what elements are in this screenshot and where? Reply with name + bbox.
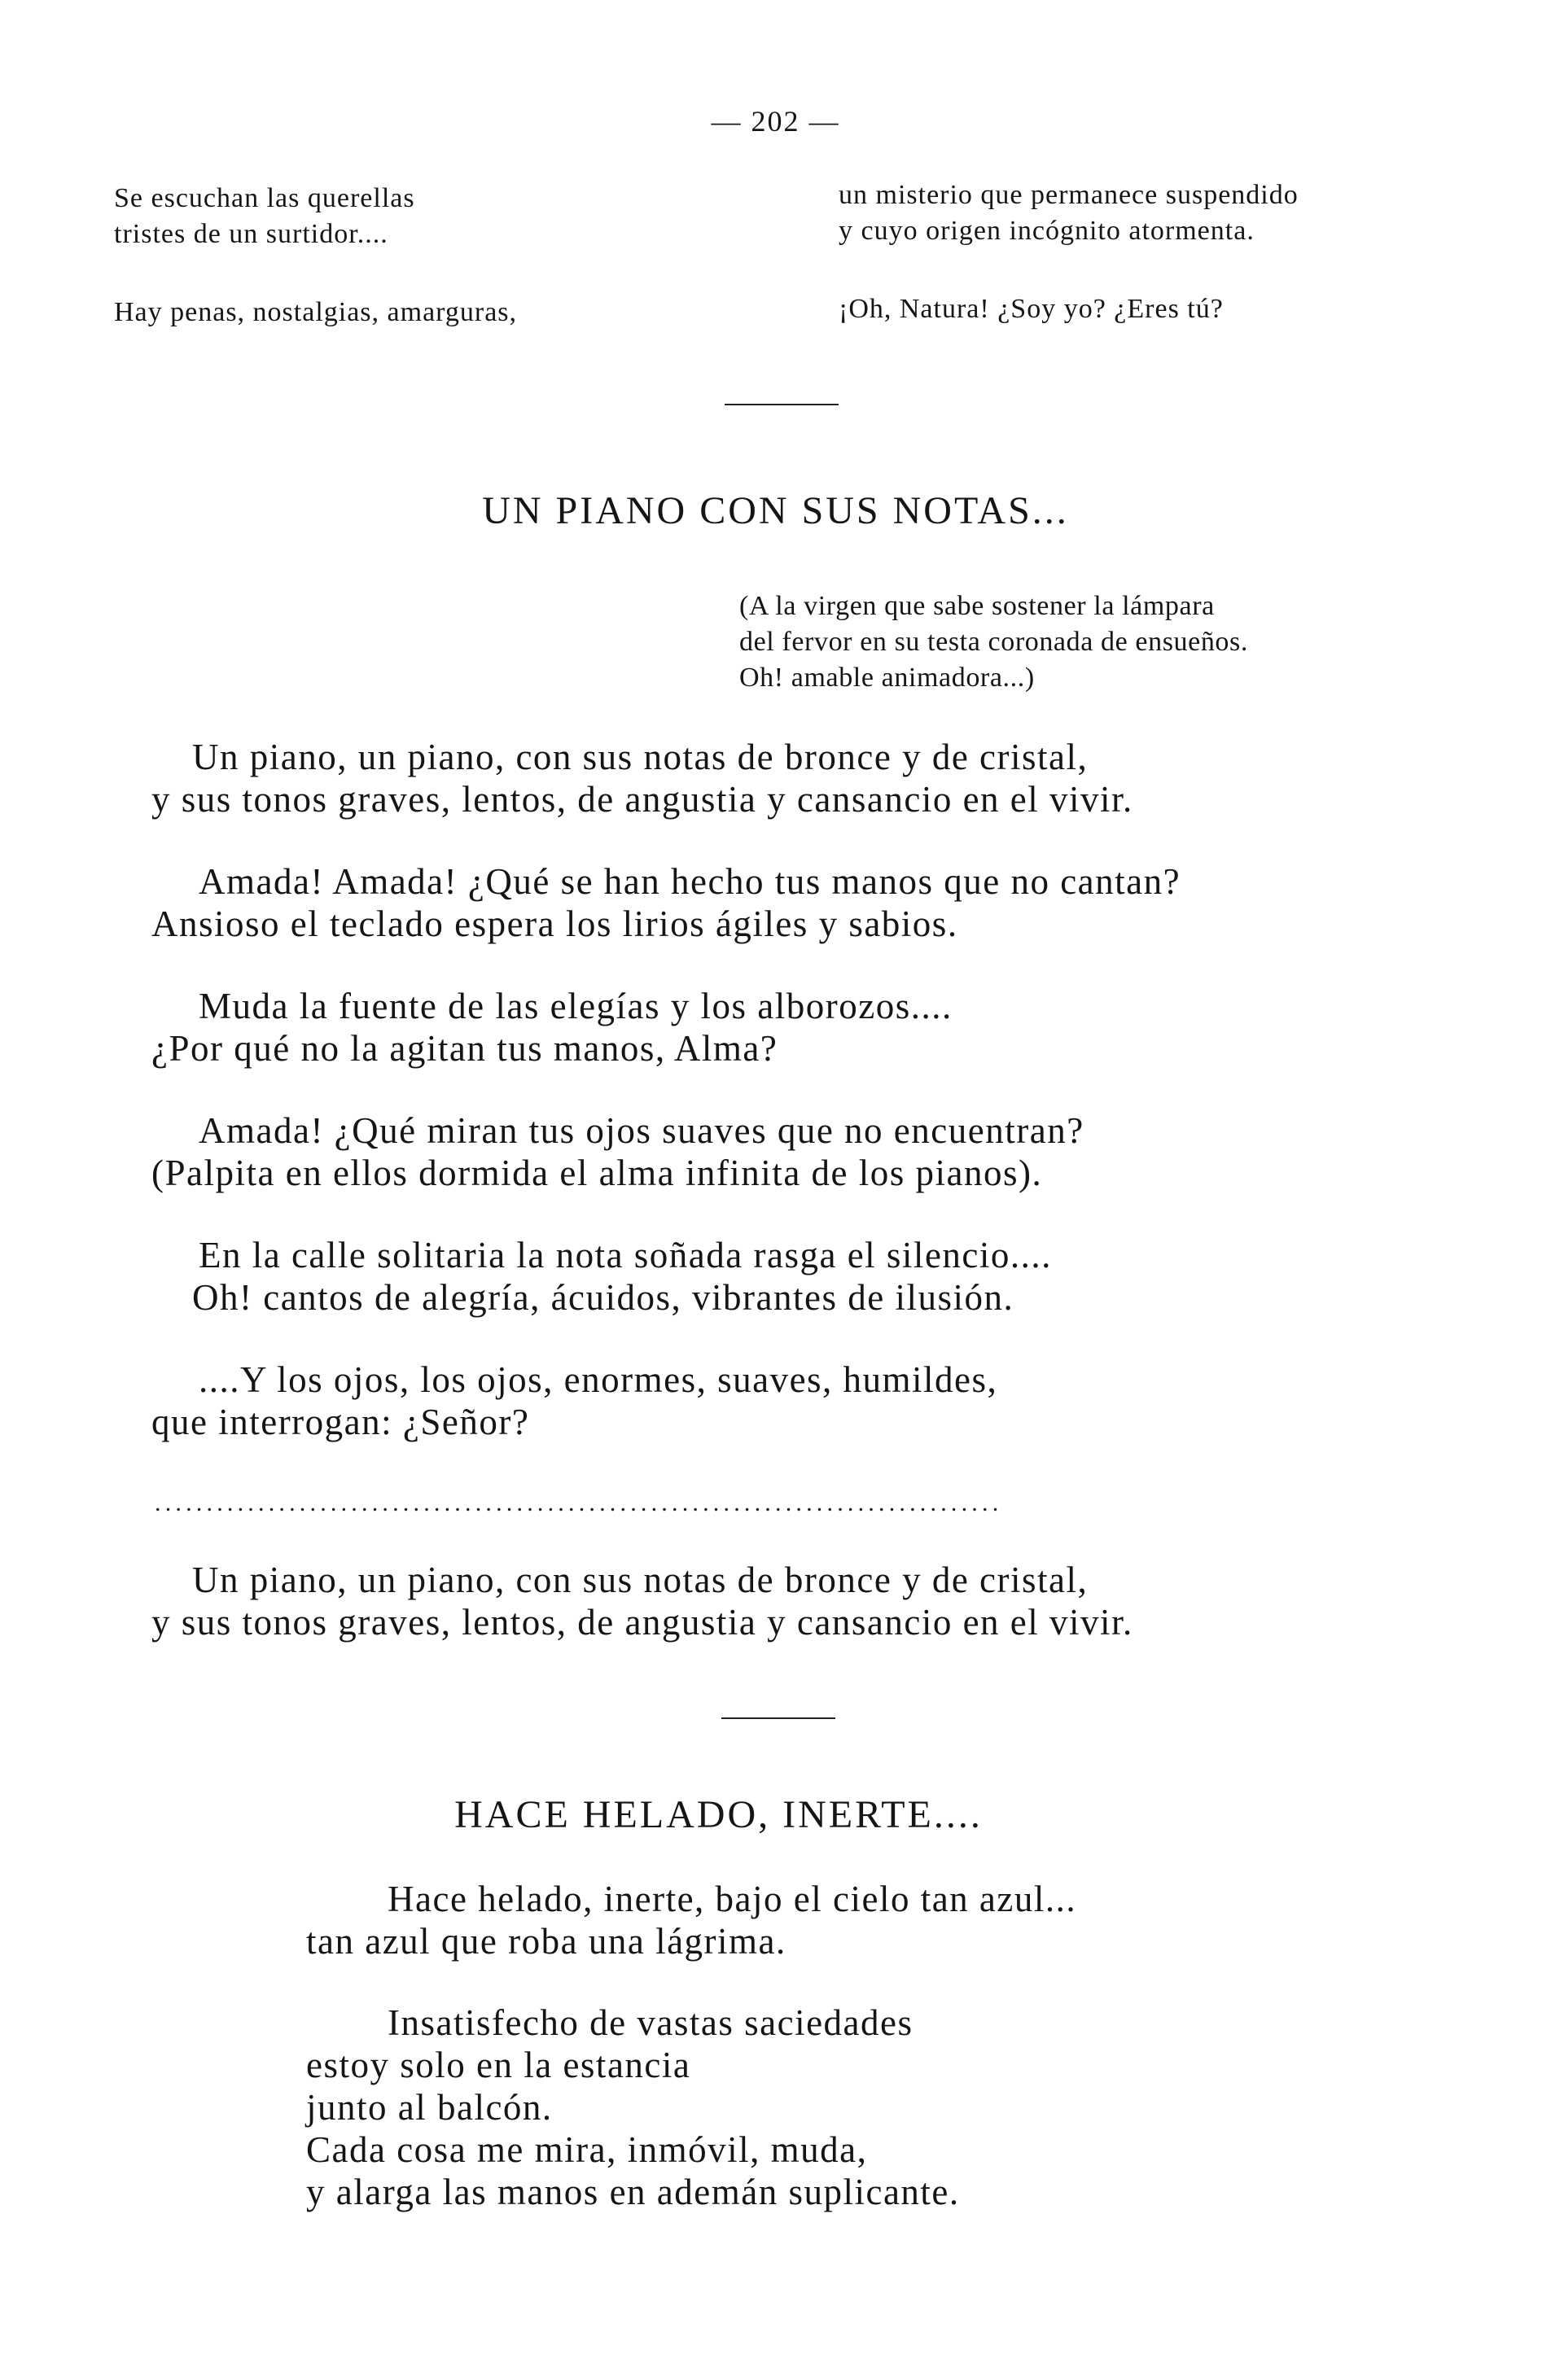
verse-line: y cuyo origen incógnito atormenta. bbox=[839, 216, 1255, 246]
verse-line: Un piano, un piano, con sus notas de bronce y de cristal, bbox=[192, 1560, 1089, 1600]
verse-line: Ansioso el teclado espera los lirios ágiles y sabios. bbox=[151, 903, 958, 944]
poem-title: UN PIANO CON SUS NOTAS... bbox=[482, 489, 1069, 532]
stanza bbox=[306, 2002, 1527, 2213]
verse-line: tristes de un surtidor.... bbox=[114, 219, 388, 249]
verse-line: Insatisfecho de vastas saciedades bbox=[388, 2002, 914, 2043]
verse-line: Amada! ¿Qué miran tus ojos suaves que no encuentran? bbox=[199, 1110, 1084, 1151]
poem-body bbox=[306, 1878, 1527, 2252]
verse-line: Oh! cantos de alegría, ácuidos, vibrantes de ilusión. bbox=[192, 1277, 1014, 1318]
verse-line: Hay penas, nostalgias, amarguras, bbox=[114, 297, 518, 327]
poem-dedication bbox=[739, 588, 1521, 696]
stanza bbox=[151, 1559, 1527, 1643]
stanza bbox=[151, 985, 1527, 1070]
stanza bbox=[839, 291, 1506, 327]
stanza bbox=[839, 177, 1506, 249]
verse-line: Amada! Amada! ¿Qué se han hecho tus manos que no cantan? bbox=[199, 861, 1181, 902]
stanza bbox=[151, 860, 1527, 945]
stanza bbox=[151, 1234, 1527, 1319]
poem-final-stanza bbox=[151, 1559, 1527, 1683]
page-number: — 202 — bbox=[711, 105, 840, 138]
previous-poem-left-column bbox=[114, 181, 700, 373]
verse-line: tan azul que roba una lágrima. bbox=[306, 1921, 786, 1962]
dedication-line: (A la virgen que sabe sostener la lámpara bbox=[739, 591, 1215, 621]
verse-line: ¿Por qué no la agitan tus manos, Alma? bbox=[151, 1028, 778, 1069]
section-divider bbox=[725, 404, 839, 405]
verse-line: Se escuchan las querellas bbox=[114, 183, 415, 213]
verse-line: Hace helado, inerte, bajo el cielo tan azul... bbox=[388, 1879, 1077, 1919]
dedication-line: Oh! amable animadora...) bbox=[739, 663, 1035, 693]
verse-line: ¡Oh, Natura! ¿Soy yo? ¿Eres tú? bbox=[839, 294, 1224, 324]
dedication-line: del fervor en su testa coronada de ensueños. bbox=[739, 627, 1248, 657]
verse-line: Cada cosa me mira, inmóvil, muda, bbox=[306, 2129, 868, 2170]
verse-line: Un piano, un piano, con sus notas de bronce y de cristal, bbox=[192, 737, 1089, 777]
stanza bbox=[151, 736, 1527, 820]
section-divider bbox=[721, 1717, 835, 1719]
stanza bbox=[114, 181, 700, 252]
previous-poem-right-column bbox=[839, 177, 1506, 370]
stanza bbox=[151, 1358, 1527, 1443]
poem-title: HACE HELADO, INERTE.... bbox=[454, 1793, 983, 1836]
verse-line: (Palpita en ellos dormida el alma infinita de los pianos). bbox=[151, 1153, 1043, 1193]
verse-line: y sus tonos graves, lentos, de angustia y cansancio en el vivir. bbox=[151, 779, 1133, 820]
verse-line: y sus tonos graves, lentos, de angustia y cansancio en el vivir. bbox=[151, 1602, 1133, 1643]
verse-line: estoy solo en la estancia bbox=[306, 2045, 691, 2085]
verse-line: ....Y los ojos, los ojos, enormes, suaves, humildes, bbox=[199, 1359, 998, 1400]
verse-line: y alarga las manos en ademán suplicante. bbox=[306, 2172, 960, 2212]
dotted-separator: .................................................................................. bbox=[155, 1490, 1003, 1516]
verse-line: En la calle solitaria la nota soñada rasga el silencio.... bbox=[199, 1235, 1052, 1275]
verse-line: un misterio que permanece suspendido bbox=[839, 180, 1299, 210]
stanza bbox=[114, 295, 700, 330]
verse-line: junto al balcón. bbox=[306, 2087, 553, 2128]
verse-line: que interrogan: ¿Señor? bbox=[151, 1402, 530, 1442]
stanza bbox=[306, 1878, 1527, 1962]
verse-line: Muda la fuente de las elegías y los alborozos.... bbox=[199, 986, 953, 1026]
poem-body bbox=[151, 736, 1527, 1483]
stanza bbox=[151, 1109, 1527, 1194]
